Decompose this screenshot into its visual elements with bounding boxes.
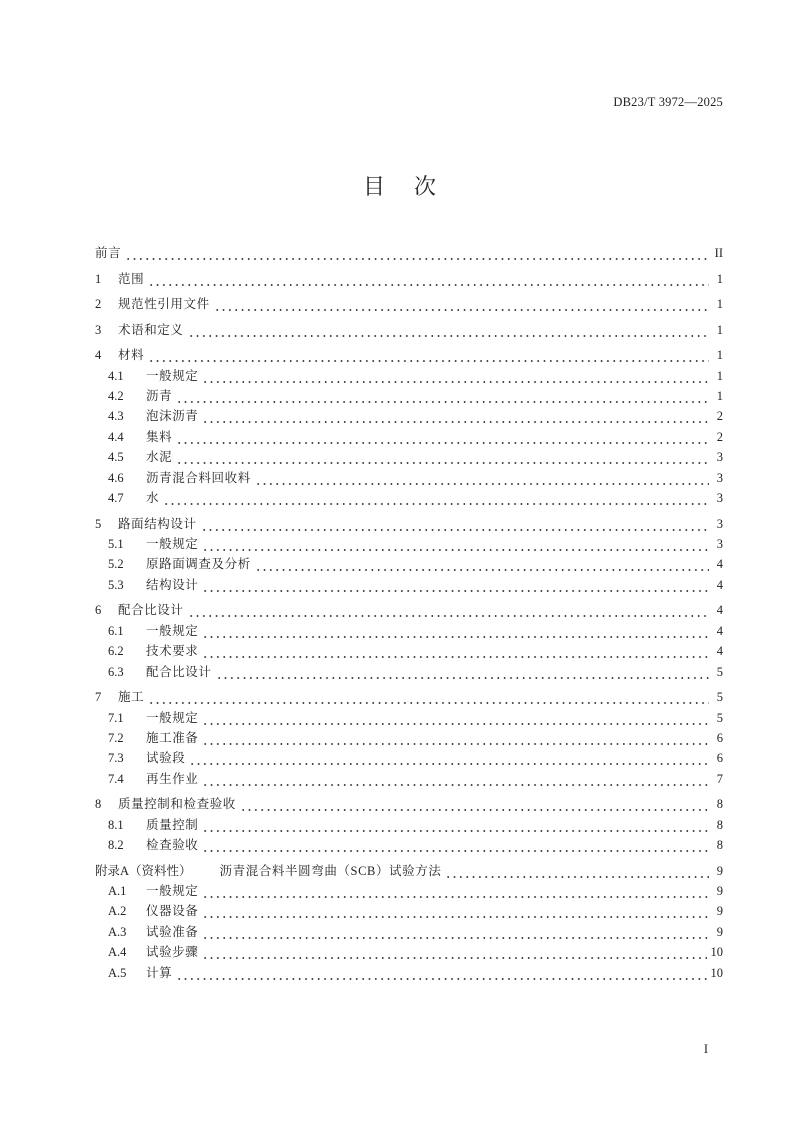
toc-entry-title: 泡沫沥青 bbox=[146, 409, 199, 424]
title-char: 目 bbox=[362, 175, 386, 200]
toc-entry[interactable] bbox=[95, 662, 723, 682]
dot-leader bbox=[214, 294, 709, 314]
toc-entry-page: 3 bbox=[716, 516, 723, 531]
toc-entry-page: 3 bbox=[716, 470, 723, 485]
toc-entry-number: A.5 bbox=[108, 965, 127, 980]
toc-entry[interactable] bbox=[95, 488, 723, 508]
toc-entry-title: 试验段 bbox=[146, 751, 186, 766]
dot-leader bbox=[202, 366, 709, 386]
dot-leader bbox=[176, 963, 706, 983]
toc-entry-number: 4 bbox=[95, 348, 102, 363]
toc-entry[interactable] bbox=[95, 922, 723, 942]
toc-entry[interactable] bbox=[95, 728, 723, 748]
toc-entry[interactable] bbox=[95, 687, 723, 707]
toc-entry[interactable] bbox=[95, 269, 723, 289]
toc-entry-number: 4.6 bbox=[108, 470, 124, 485]
toc-entry-title: 一般规定 bbox=[146, 368, 199, 383]
toc-entry[interactable] bbox=[95, 641, 723, 661]
dot-leader bbox=[148, 687, 709, 707]
toc-entry-number: 1 bbox=[95, 271, 102, 286]
toc-entry-page: 9 bbox=[716, 884, 723, 898]
toc-entry-page: 9 bbox=[716, 924, 723, 939]
toc-entry-number: 6.1 bbox=[108, 623, 124, 638]
toc-entry-page: 10 bbox=[710, 945, 723, 960]
toc-entry[interactable] bbox=[95, 963, 723, 983]
toc-entry[interactable] bbox=[95, 769, 723, 789]
toc-entry[interactable] bbox=[95, 406, 723, 426]
dot-leader bbox=[255, 468, 709, 488]
toc-entry-page: 4 bbox=[716, 577, 723, 592]
toc-entry-number: 8.2 bbox=[108, 838, 124, 853]
toc-entry-title: 原路面调查及分析 bbox=[146, 557, 251, 572]
toc-entry[interactable] bbox=[95, 243, 723, 263]
toc-entry-number: 3 bbox=[95, 322, 102, 337]
dot-leader bbox=[176, 386, 709, 406]
dot-leader bbox=[255, 554, 709, 574]
title-char: 次 bbox=[414, 175, 438, 200]
toc-entry-page: 4 bbox=[716, 603, 723, 618]
dot-leader bbox=[216, 662, 709, 682]
toc-entry[interactable] bbox=[95, 600, 723, 620]
toc-entry-page: 4 bbox=[716, 623, 723, 638]
toc-entry-page: 4 bbox=[716, 557, 723, 572]
dot-leader bbox=[240, 794, 709, 814]
toc-entry-number: A.2 bbox=[108, 904, 127, 919]
toc-entry-page: II bbox=[714, 245, 723, 260]
toc-entry-page: 2 bbox=[716, 429, 723, 444]
toc-entry-number: 2 bbox=[95, 297, 102, 312]
toc-entry-page: 4 bbox=[716, 644, 723, 659]
dot-leader bbox=[202, 942, 706, 962]
toc-entry-number: 附录A（资料性） bbox=[95, 863, 192, 878]
footer-page-number: I bbox=[703, 1042, 708, 1056]
toc-entry-title: 施工 bbox=[118, 690, 145, 705]
toc-entry[interactable] bbox=[95, 447, 723, 467]
toc-entry[interactable] bbox=[95, 861, 723, 881]
toc-entry-page: 5 bbox=[716, 690, 723, 705]
toc-entry-title: 质量控制 bbox=[146, 817, 199, 832]
toc-entry-number: 5.3 bbox=[108, 577, 124, 592]
toc-entry-number: 7.4 bbox=[108, 771, 124, 786]
toc-entry-title: 水泥 bbox=[146, 450, 173, 465]
toc-entry-title: 沥青混合料半圆弯曲（SCB）试验方法 bbox=[219, 863, 442, 878]
toc-entry[interactable] bbox=[95, 835, 723, 855]
document-code: DB23/T 3972—2025 bbox=[613, 95, 723, 109]
toc-entry-number: 7.2 bbox=[108, 730, 124, 745]
dot-leader bbox=[202, 534, 709, 554]
toc-entry-number: 4.3 bbox=[108, 409, 124, 424]
toc-entry[interactable] bbox=[95, 621, 723, 641]
toc-entry-number: A.3 bbox=[108, 924, 127, 939]
toc-entry-number: A.4 bbox=[108, 945, 127, 960]
toc-entry-page: 6 bbox=[716, 730, 723, 745]
toc-entry-number: 7.1 bbox=[108, 710, 124, 725]
dot-leader bbox=[202, 922, 709, 942]
toc-entry-page: 10 bbox=[710, 965, 723, 980]
toc-entry[interactable] bbox=[95, 345, 723, 365]
toc-entry-number: 4.5 bbox=[108, 450, 124, 465]
dot-leader bbox=[202, 835, 709, 855]
toc-entry-title: 一般规定 bbox=[146, 884, 199, 898]
toc-entry[interactable] bbox=[95, 748, 723, 768]
toc-entry-title: 检查验收 bbox=[146, 838, 199, 853]
toc-entry-title: 沥青 bbox=[146, 389, 173, 404]
toc-entry-page: 5 bbox=[716, 664, 723, 679]
dot-leader bbox=[445, 861, 709, 881]
toc-entry-title: 沥青混合料回收料 bbox=[146, 470, 251, 485]
table-of-contents bbox=[95, 243, 723, 983]
toc-entry-number: 7 bbox=[95, 690, 102, 705]
toc-entry[interactable] bbox=[95, 901, 723, 921]
toc-entry-number: 6.2 bbox=[108, 644, 124, 659]
toc-entry-number: 4.4 bbox=[108, 429, 124, 444]
toc-entry-title: 配合比设计 bbox=[146, 664, 212, 679]
dot-leader bbox=[202, 769, 709, 789]
toc-entry[interactable] bbox=[95, 815, 723, 835]
toc-entry-title: 施工准备 bbox=[146, 730, 199, 745]
toc-entry-number: 7.3 bbox=[108, 751, 124, 766]
toc-entry-number: 6.3 bbox=[108, 664, 124, 679]
dot-leader bbox=[202, 901, 709, 921]
toc-entry[interactable] bbox=[95, 514, 723, 534]
dot-leader bbox=[188, 600, 709, 620]
toc-entry[interactable] bbox=[95, 366, 723, 386]
dot-leader bbox=[202, 728, 709, 748]
toc-entry-title: 配合比设计 bbox=[118, 603, 184, 618]
toc-entry-number: 4.2 bbox=[108, 389, 124, 404]
dot-leader bbox=[176, 427, 709, 447]
toc-entry-page: 1 bbox=[716, 368, 723, 383]
toc-entry-number: 5.1 bbox=[108, 537, 124, 551]
toc-entry[interactable] bbox=[95, 294, 723, 314]
dot-leader bbox=[202, 406, 709, 426]
toc-entry-number: 5 bbox=[95, 516, 102, 531]
dot-leader bbox=[163, 488, 709, 508]
toc-entry-page: 9 bbox=[716, 904, 723, 919]
dot-leader bbox=[202, 621, 709, 641]
toc-entry-page: 3 bbox=[716, 537, 723, 551]
page-title bbox=[0, 170, 800, 201]
dot-leader bbox=[188, 320, 709, 340]
toc-entry-title: 路面结构设计 bbox=[118, 516, 197, 531]
toc-entry-title: 材料 bbox=[118, 348, 145, 363]
toc-entry-page: 1 bbox=[716, 389, 723, 404]
toc-entry-number: A.1 bbox=[108, 884, 127, 898]
toc-entry-page: 8 bbox=[716, 838, 723, 853]
dot-leader bbox=[189, 748, 709, 768]
toc-entry[interactable] bbox=[95, 320, 723, 340]
toc-entry-page: 5 bbox=[716, 710, 723, 725]
toc-entry[interactable] bbox=[95, 708, 723, 728]
toc-entry[interactable] bbox=[95, 468, 723, 488]
toc-entry-page: 3 bbox=[716, 450, 723, 465]
dot-leader bbox=[148, 269, 709, 289]
toc-entry[interactable] bbox=[95, 427, 723, 447]
toc-entry-title: 一般规定 bbox=[146, 537, 199, 551]
toc-entry[interactable] bbox=[95, 794, 723, 814]
toc-entry-number: 5.2 bbox=[108, 557, 124, 572]
toc-entry-page: 3 bbox=[716, 491, 723, 506]
toc-entry-title: 前言 bbox=[95, 245, 122, 260]
toc-entry-title: 规范性引用文件 bbox=[118, 297, 210, 312]
toc-entry-page: 1 bbox=[716, 297, 723, 312]
toc-entry-title: 集料 bbox=[146, 429, 173, 444]
toc-entry-page: 1 bbox=[716, 348, 723, 363]
toc-entry-title: 术语和定义 bbox=[118, 322, 184, 337]
toc-entry-title: 结构设计 bbox=[146, 577, 199, 592]
toc-entry[interactable] bbox=[95, 942, 723, 962]
toc-entry[interactable] bbox=[95, 554, 723, 574]
toc-entry-title: 试验准备 bbox=[146, 924, 199, 939]
toc-entry-page: 9 bbox=[716, 863, 723, 878]
toc-entry[interactable] bbox=[95, 534, 723, 554]
toc-entry-page: 8 bbox=[716, 817, 723, 832]
toc-entry-title: 再生作业 bbox=[146, 771, 199, 786]
dot-leader bbox=[148, 345, 709, 365]
toc-entry-number: 8.1 bbox=[108, 817, 124, 832]
toc-entry-title: 一般规定 bbox=[146, 710, 199, 725]
toc-entry-title: 计算 bbox=[146, 965, 173, 980]
dot-leader bbox=[202, 815, 709, 835]
toc-entry-title: 一般规定 bbox=[146, 623, 199, 638]
toc-entry-number: 8 bbox=[95, 797, 102, 812]
toc-entry-title: 试验步骤 bbox=[146, 945, 199, 960]
toc-entry-title: 范围 bbox=[118, 271, 145, 286]
toc-entry[interactable] bbox=[95, 575, 723, 595]
toc-entry-title: 仪器设备 bbox=[146, 904, 199, 919]
toc-entry-page: 8 bbox=[716, 797, 723, 812]
toc-entry-number: 4.1 bbox=[108, 368, 124, 383]
toc-entry-title: 技术要求 bbox=[146, 644, 199, 659]
dot-leader bbox=[202, 575, 709, 595]
toc-entry-number: 6 bbox=[95, 603, 102, 618]
toc-entry-page: 1 bbox=[716, 322, 723, 337]
toc-entry-title: 质量控制和检查验收 bbox=[118, 797, 236, 812]
toc-entry-page: 6 bbox=[716, 751, 723, 766]
dot-leader bbox=[176, 447, 709, 467]
dot-leader bbox=[202, 708, 709, 728]
dot-leader bbox=[202, 881, 709, 901]
toc-entry-page: 2 bbox=[716, 409, 723, 424]
dot-leader bbox=[125, 243, 709, 263]
toc-entry-title: 水 bbox=[146, 491, 160, 506]
toc-entry-number: 4.7 bbox=[108, 491, 124, 506]
dot-leader bbox=[201, 514, 709, 534]
toc-entry[interactable] bbox=[95, 881, 723, 901]
toc-entry-page: 1 bbox=[716, 271, 723, 286]
toc-entry[interactable] bbox=[95, 386, 723, 406]
dot-leader bbox=[202, 641, 709, 661]
toc-entry-page: 7 bbox=[716, 771, 723, 786]
